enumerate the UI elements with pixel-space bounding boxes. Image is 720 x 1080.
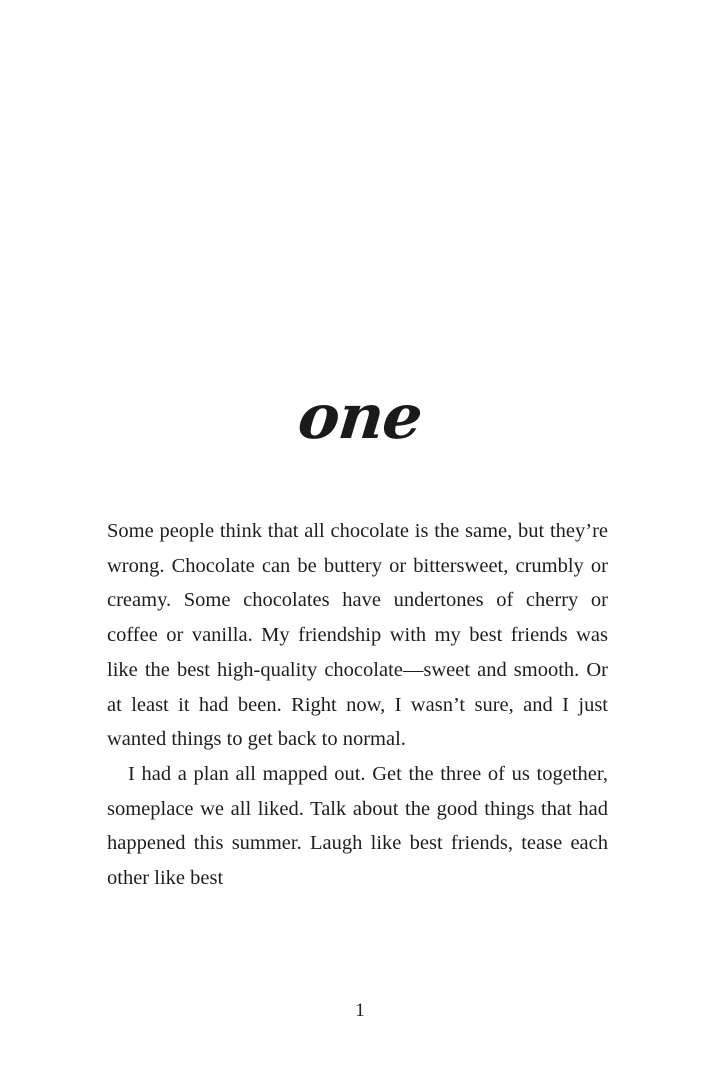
page-number: 1	[355, 1000, 365, 1021]
paragraph: I had a plan all mapped out. Get the three of us together, someplace we all liked. Talk about the good things that had happened this summer. Laugh like best friends, tease each other like best	[107, 762, 608, 890]
paragraph: Some people think that all chocolate is the same, but they’re wrong. Chocolate can be buttery or bittersweet, crumbly or creamy. Some chocolates have undertones of cherry or coffee or vanilla. My friendship with my best friends was like the best high-quality chocolate—sweet and smooth. Or at least it had been. Right now, I wasn’t sure, and I just wanted things to get back to normal.	[107, 520, 608, 751]
chapter-body	[107, 514, 608, 896]
chapter-title: one	[294, 380, 426, 453]
